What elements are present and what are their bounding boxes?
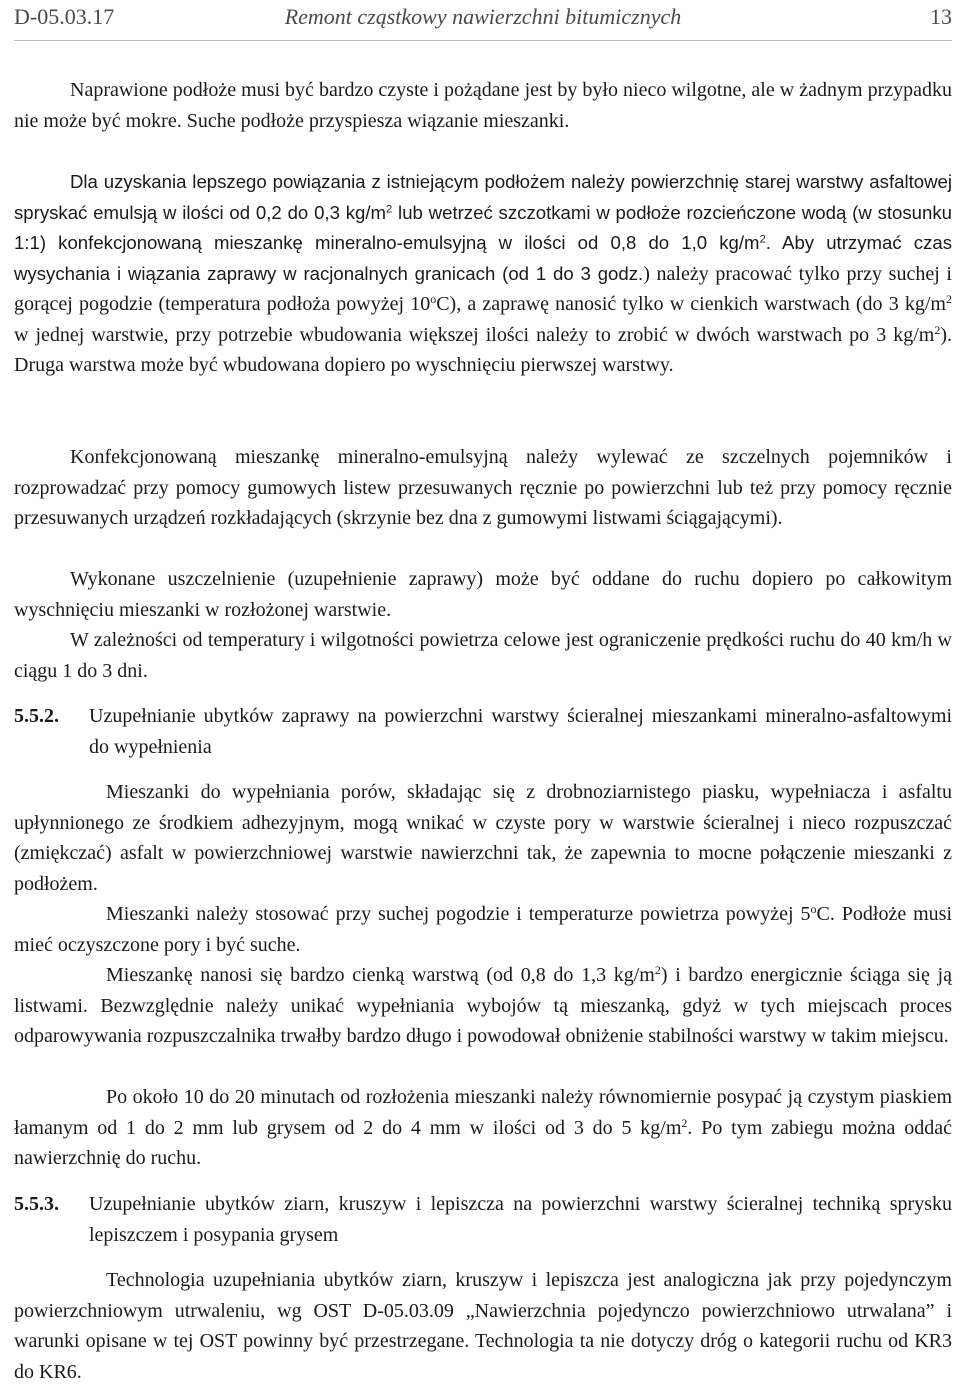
paragraph-weather-conditions: Mieszanki należy stosować przy suchej pogodzie i temperaturze powietrza powyżej 5$^o$C. Podłoże musi mieć oczyszczone pory i być suche.: [14, 901, 953, 956]
section-title: Uzupełnianie ubytków ziarn, kruszyw i lepiszcza na powierzchni warstwy ścieralnej techniką sprysku lepiszczem i posypania grysem: [89, 1193, 952, 1246]
paragraph-substrate-cleanliness: Naprawione podłoże musi być bardzo czyste i pożądane jest by było nieco wilgotne, ale w żadnym przypadku nie może być mokre. Suche podłoże przyspiesza wiązanie mieszanki.: [14, 79, 952, 132]
paragraph-speed-limit: W zależności od temperatury i wilgotności powietrza celowe jest ograniczenie prędkości ruchu do 40 km/h w ciągu 1 do 3 dni.: [14, 629, 952, 682]
paragraph-pouring: Konfekcjonowaną mieszankę mineralno-emulsyjną należy wylewać ze szczelnych pojemników i rozprowadzać przy pomocy gumowych listew przesuwanych ręcznie po powierzchni lub też przy pomocy ręcznie przesuwanych urządzeń rozkładających (skrzynie bez dna z gumowymi listwami ściągającymi).: [14, 446, 952, 529]
header-divider: [14, 40, 952, 41]
paragraph-sanding: Po około 10 do 20 minutach od rozłożenia mieszanki należy równomiernie posypać ją czystym piaskiem łamanym od 1 do 2 mm lub grysem od 2 do 4 mm w ilości od 3 do 5 $kg/m^2$. Po tym zabiegu można oddać nawierzchnię do ruchu.: [14, 1086, 952, 1169]
page-number: 13: [930, 4, 952, 29]
paragraph-bonding-method: Dla uzyskania lepszego powiązania z istniejącym podłożem należy powierzchnię starej warstwy asfaltowej spryskać emulsją w ilości od 0,2 do 0,3 $kg/m^2$ lub wetrzeć szczotkami w podłoże rozcieńczone wodą (w stosunku 1:1) konfekcjonowaną mieszankę mineralno-emulsyjną w ilości od 0,8 do 1,0 $kg/m^2$. Aby utrzymać czas wysychania i wiązania zaprawy w racjonalnych granicach (od 1 do 3 godz.) należy pracować tylko przy suchej i gorącej pogodzie (temperatura podłoża powyżej 10$^o$C), a zaprawę nanosić tylko w cienkich warstwach (do 3 $kg/m^2$ w jednej warstwie, przy potrzebie wbudowania większej ilości należy to zrobić w dwóch warstwach po 3 $kg/m^2$). Druga warstwa może być wbudowana dopiero po wyschnięciu pierwszej warstwy.: [14, 171, 953, 376]
section-heading-5-5-3: [14, 1189, 952, 1250]
section-number: 5.5.2.: [14, 705, 59, 727]
section-number: 5.5.3.: [14, 1193, 59, 1215]
paragraph-traffic-release: Wykonane uszczelnienie (uzupełnienie zaprawy) może być oddane do ruchu dopiero po całkowitym wyschnięciu mieszanki w rozłożonej warstwie.: [14, 568, 952, 621]
section-title: Uzupełnianie ubytków zaprawy na powierzchni warstwy ścieralnej mieszankami mineralno-asfaltowymi do wypełnienia: [89, 705, 952, 758]
paragraph-application: Mieszankę nanosi się bardzo cienką warstwą (od 0,8 do 1,3 $kg/m^2$) i bardzo energicznie ściąga się ją listwami. Bezwzględnie należy unikać wypełniania wybojów tą mieszanką, gdyż w tych miejscach proces odparowywania rozpuszczalnika trwałby bardzo długo i powodował obniżenie stabilności warstwy w takim miejscu.: [14, 962, 952, 1047]
paragraph-technology: Technologia uzupełniania ubytków ziarn, kruszyw i lepiszcza jest analogiczna jak przy pojedynczym powierzchniowym utrwaleniu, wg OST D-05.03.09 „Nawierzchnia pojedynczo powierzchniowo utrwalana” i warunki opisane w tej OST powinny być przestrzegane. Technologia ta nie dotyczy dróg o kategorii ruchu od KR3 do KR6.: [14, 1269, 952, 1383]
paragraph-bonding-method-serif: ) należy pracować tylko przy suchej i gorącej pogodzie (temperatura podłoża powyżej 10$^o$C), a zaprawę nanosić tylko w cienkich warstwach (do 3 $kg/m^2$ w jednej warstwie, przy potrzebie wbudowania większej ilości należy to zrobić w dwóch warstwach po 3 $kg/m^2$). Druga warstwa może być wbudowana dopiero po wyschnięciu pierwszej warstwy.: [14, 262, 952, 376]
document-code: D-05.03.17: [14, 4, 115, 29]
page-header: [14, 0, 952, 38]
paragraph-pore-filling: Mieszanki do wypełniania porów, składając się z drobnoziarnistego piasku, wypełniacza i asfaltu upłynnionego ze środkiem adhezyjnym, mogą wnikać w czyste pory w warstwie ścieralnej i nieco rozpuszczać (zmiękczać) asfalt w powierzchniowej warstwie nawierzchni tak, że zapewnia to mocne połączenie mieszanki z podłożem.: [14, 781, 952, 895]
section-heading-5-5-2: [14, 701, 952, 762]
document-title: Remont cząstkowy nawierzchni bitumicznych: [284, 4, 682, 29]
